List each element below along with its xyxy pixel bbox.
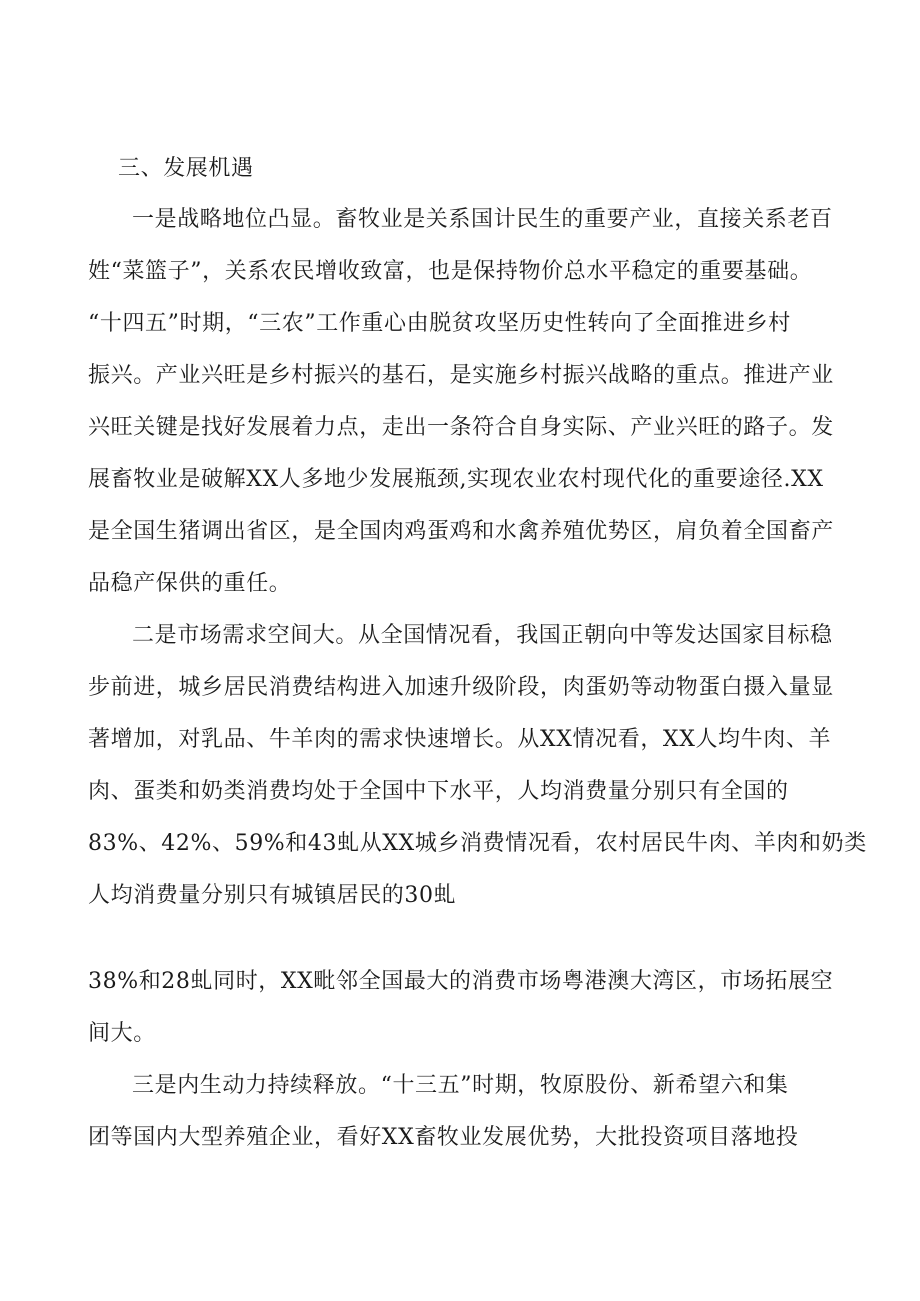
paragraph-1-line-1: 一是战略地位凸显。畜牧业是关系国计民生的重要产业，直接关系老百 xyxy=(132,207,833,232)
paragraph-2-line-2: 步前进，城乡居民消费结构进入加速升级阶段，肉蛋奶等动物蛋白摄入量显 xyxy=(88,675,834,700)
paragraph-4-line-1: 三是内生动力持续释放。“十三五”时期，牧原股份、新希望六和集 xyxy=(132,1073,789,1098)
paragraph-2-line-3: 著增加，对乳品、牛羊肉的需求快速增长。从XX情况看，XX人均牛肉、羊 xyxy=(88,727,832,752)
paragraph-1-line-6: 展畜牧业是破解XX人多地少发展瓶颈,实现农业农村现代化的重要途径.XX xyxy=(88,467,824,492)
paragraph-1-line-5: 兴旺关键是找好发展着力点，走出一条符合自身实际、产业兴旺的路子。发 xyxy=(88,415,834,440)
paragraph-1-line-2: 姓“菜篮子”，关系农民增收致富，也是保持物价总水平稳定的重要基础。 xyxy=(88,259,813,284)
section-heading: 三、发展机遇 xyxy=(118,156,254,181)
paragraph-1-line-8: 品稳产保供的重任。 xyxy=(88,571,292,596)
paragraph-1-line-7: 是全国生猪调出省区，是全国肉鸡蛋鸡和水禽养殖优势区，肩负着全国畜产 xyxy=(88,519,834,544)
paragraph-3-line-1: 38%和28虬同时，XX毗邻全国最大的消费市场粤港澳大湾区，市场拓展空 xyxy=(88,969,834,994)
paragraph-2-line-5: 83%、42%、59%和43虬从XX城乡消费情况看，农村居民牛肉、羊肉和奶类 xyxy=(88,831,867,856)
paragraph-1-line-4: 振兴。产业兴旺是乡村振兴的基石，是实施乡村振兴战略的重点。推进产业 xyxy=(88,363,834,388)
paragraph-2-line-4: 肉、蛋类和奶类消费均处于全国中下水平，人均消费量分别只有全国的 xyxy=(88,779,789,804)
paragraph-1-line-3: “十四五”时期，“三农”工作重心由脱贫攻坚历史性转向了全面推进乡村 xyxy=(88,311,791,336)
paragraph-2-line-6: 人均消费量分别只有城镇居民的30虬 xyxy=(88,883,457,908)
paragraph-3-line-2: 间大。 xyxy=(88,1021,156,1046)
paragraph-4-line-2: 团等国内大型养殖企业，看好XX畜牧业发展优势，大批投资项目落地投 xyxy=(88,1125,799,1150)
paragraph-2-line-1: 二是市场需求空间大。从全国情况看，我国正朝向中等发达国家目标稳 xyxy=(132,623,833,648)
